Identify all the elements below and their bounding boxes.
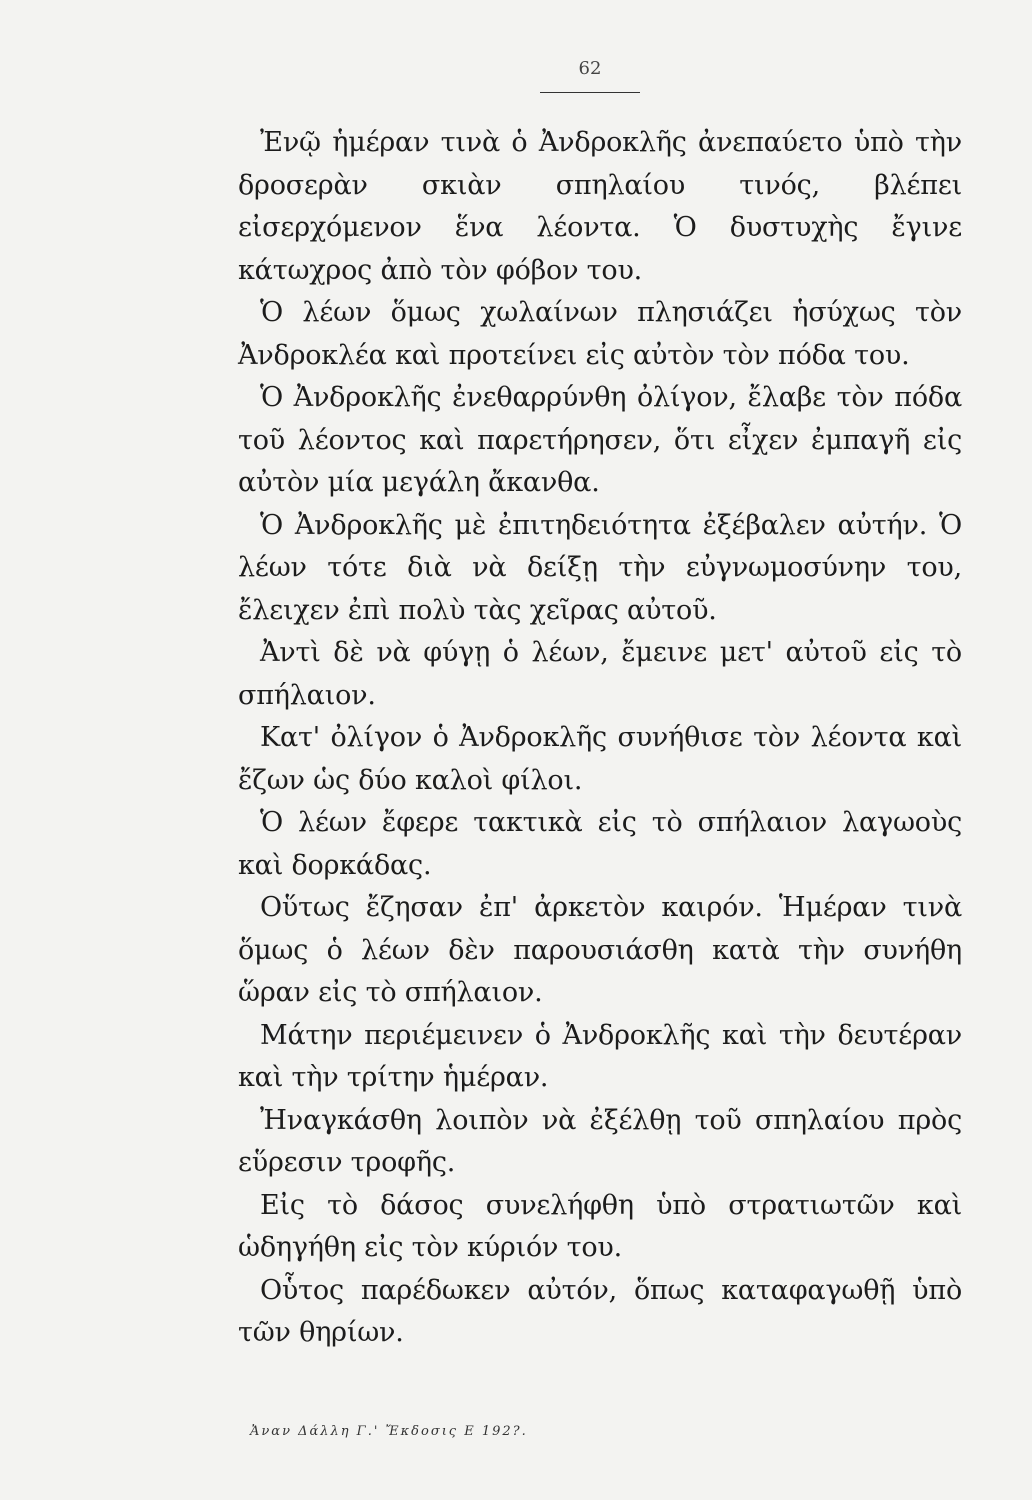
body-text (238, 122, 962, 1355)
paragraph: Ἠναγκάσθη λοιπὸν νὰ ἐξέλθῃ τοῦ σπηλαίου πρὸς εὕρεσιν τροφῆς. (238, 1104, 962, 1178)
paragraph: Οὗτος παρέδωκεν αὐτόν, ὅπως καταφαγωθῇ ὑπὸ τῶν θηρίων. (238, 1274, 962, 1348)
paragraph: Ὁ λέων ἔφερε τακτικὰ εἰς τὸ σπήλαιον λαγωοὺς καὶ δορκάδας. (238, 807, 962, 881)
page-number-rule (540, 92, 640, 93)
paragraph: Οὕτως ἔζησαν ἐπ' ἀρκετὸν καιρόν. Ἡμέραν τινὰ ὅμως ὁ λέων δὲν παρουσιάσθη κατὰ τὴν συνήθη ὥραν εἰς τὸ σπήλαιον. (238, 892, 962, 1008)
printer-imprint: Ἀναν Δάλλη Γ.' Ἔκδοσις Ε 192?. (250, 1424, 528, 1439)
paragraph: Μάτην περιέμεινεν ὁ Ἀνδροκλῆς καὶ τὴν δευτέραν καὶ τὴν τρίτην ἡμέραν. (238, 1019, 962, 1093)
paragraph: Ἐνῷ ἡμέραν τινὰ ὁ Ἀνδροκλῆς ἀνεπαύετο ὑπὸ τὴν δροσερὰν σκιὰν σπηλαίου τινός, βλέπει εἰσερχόμενον ἕνα λέοντα. Ὁ δυστυχὴς ἔγινε κάτωχρος ἀπὸ τὸν φόβον του. (238, 127, 962, 286)
paragraph: Κατ' ὀλίγον ὁ Ἀνδροκλῆς συνήθισε τὸν λέοντα καὶ ἔζων ὡς δύο καλοὶ φίλοι. (238, 722, 962, 796)
paragraph: Ἀντὶ δὲ νὰ φύγῃ ὁ λέων, ἔμεινε μετ' αὐτοῦ εἰς τὸ σπήλαιον. (238, 637, 962, 711)
paragraph: Ὁ λέων ὅμως χωλαίνων πλησιάζει ἡσύχως τὸν Ἀνδροκλέα καὶ προτείνει εἰς αὐτὸν τὸν πόδα του. (238, 297, 962, 371)
paragraph: Ὁ Ἀνδροκλῆς ἐνεθαρρύνθη ὀλίγον, ἔλαβε τὸν πόδα τοῦ λέοντος καὶ παρετήρησεν, ὅτι εἶχεν ἐμπαγῆ εἰς αὐτὸν μία μεγάλη ἄκανθα. (238, 382, 962, 498)
page-number: 62 (578, 58, 602, 79)
paragraph: Ὁ Ἀνδροκλῆς μὲ ἐπιτηδειότητα ἐξέβαλεν αὐτήν. Ὁ λέων τότε διὰ νὰ δείξῃ τὴν εὐγνωμοσύνην του, ἔλειχεν ἐπὶ πολὺ τὰς χεῖρας αὐτοῦ. (238, 509, 962, 626)
paragraph: Εἰς τὸ δάσος συνελήφθη ὑπὸ στρατιωτῶν καὶ ὡδηγήθη εἰς τὸν κύριόν του. (238, 1189, 962, 1263)
